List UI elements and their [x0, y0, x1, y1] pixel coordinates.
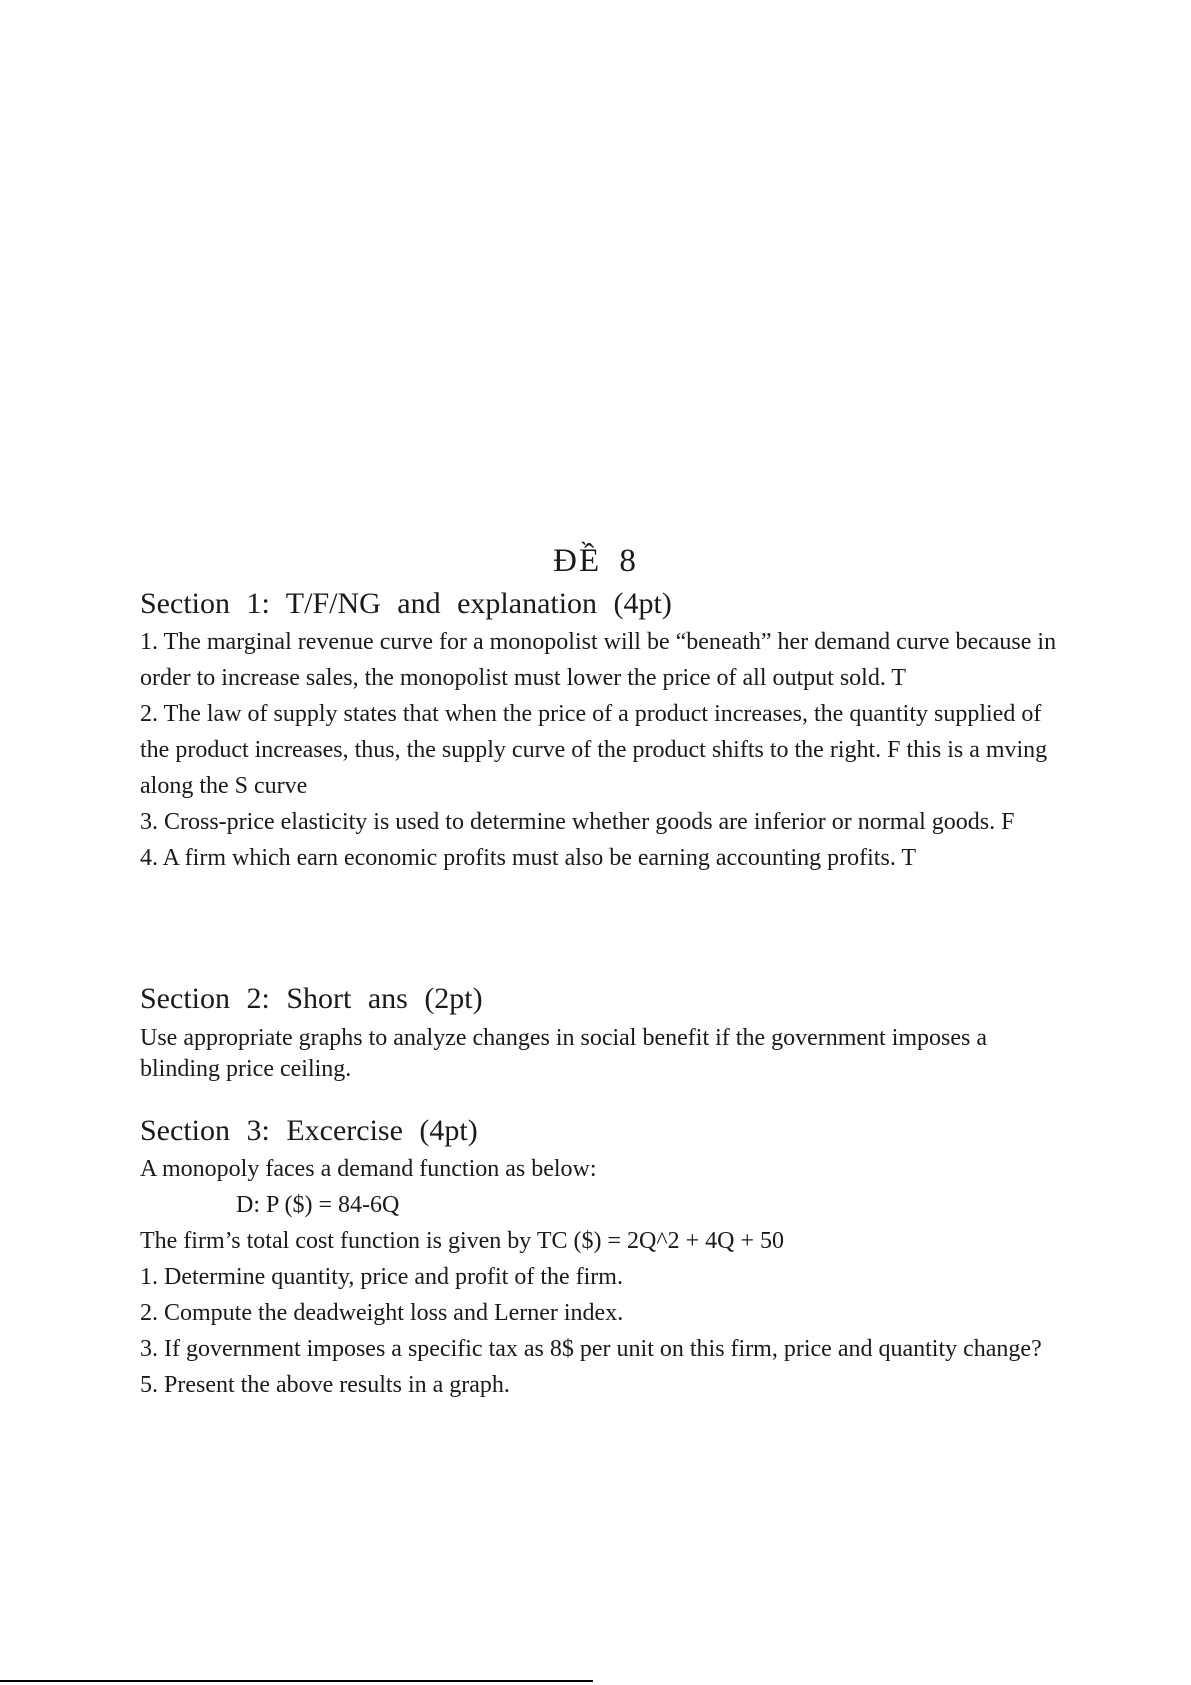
section-1: [140, 584, 1070, 876]
footnote-rule: [0, 1680, 593, 1682]
section-3-item-3: 3. If government imposes a specific tax as 8$ per unit on this firm, price and quantity change?: [140, 1336, 1042, 1362]
section-3-item-1: 1. Determine quantity, price and profit of the firm.: [140, 1264, 623, 1290]
section-3-item-2: 2. Compute the deadweight loss and Lerner index.: [140, 1300, 624, 1326]
section-1-item-4: 4. A firm which earn economic profits must also be earning accounting profits. T: [140, 845, 917, 871]
section-1-item-3: 3. Cross-price elasticity is used to determine whether goods are inferior or normal goods. F: [140, 809, 1015, 835]
section-2-heading: Section 2: Short ans (2pt): [140, 982, 483, 1015]
section-1-item-2: 2. The law of supply states that when the price of a product increases, the quantity supplied of the product increases, thus, the supply curve of the product shifts to the right. F this is a mving along the S curve: [140, 701, 1048, 799]
section-2: [140, 979, 1070, 1085]
page-title: ĐỀ 8: [553, 543, 638, 579]
section-1-item-1: 1. The marginal revenue curve for a monopolist will be “beneath” her demand curve because in order to increase sales, the monopolist must lower the price of all output sold. T: [140, 629, 1057, 691]
demand-function: D: P ($) = 84-6Q: [236, 1192, 400, 1218]
section-1-heading: Section 1: T/F/NG and explanation (4pt): [140, 587, 672, 620]
section-3-heading: Section 3: Excercise (4pt): [140, 1114, 478, 1147]
section-3: [140, 1111, 1070, 1403]
section-2-text: Use appropriate graphs to analyze changes in social benefit if the government imposes a blinding price ceiling.: [140, 1025, 988, 1082]
section-3-item-4: 5. Present the above results in a graph.: [140, 1372, 510, 1398]
cost-function: The firm’s total cost function is given by TC ($) = 2Q^2 + 4Q + 50: [140, 1228, 785, 1254]
section-3-intro: A monopoly faces a demand function as below:: [140, 1156, 597, 1182]
